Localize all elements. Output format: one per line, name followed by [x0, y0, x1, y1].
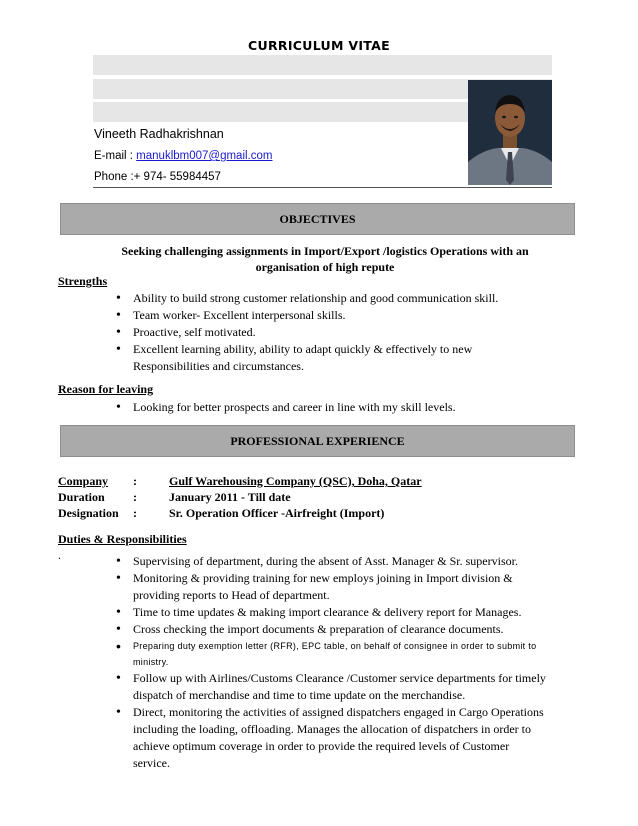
document-title: CURRICULUM VITAE [248, 38, 390, 53]
candidate-name: Vineeth Radhakrishnan [94, 127, 224, 141]
objectives-heading: OBJECTIVES [60, 203, 575, 235]
duration-row [58, 490, 291, 505]
strengths-heading: Strengths [58, 274, 108, 288]
reason-heading: Reason for leaving [58, 382, 154, 396]
separator: : [133, 474, 137, 488]
list-item: • Direct, monitoring the activities of assigned dispatchers engaged in Cargo Operations including the loading, offloading. Manages the allocation of dispatchers in order to achieve optimum coverage in order to provide the required levels of Customer service. [116, 704, 546, 772]
email-line [94, 150, 272, 162]
designation-label: Designation [58, 506, 119, 520]
email-label: E-mail : [94, 150, 137, 162]
list-item: • Cross checking the import documents & preparation of clearance documents. [116, 621, 546, 638]
list-item: • Team worker- Excellent interpersonal skills. [116, 307, 536, 324]
phone-line: Phone :+ 974- 55984457 [94, 171, 221, 183]
separator: : [133, 506, 137, 520]
duties-list [116, 553, 546, 772]
company-value: Gulf Warehousing Company (QSC), Doha, Qatar [169, 474, 422, 488]
duties-heading: Duties & Responsibilities [58, 532, 187, 546]
profile-photo [468, 80, 552, 185]
list-item: • Preparing duty exemption letter (RFR), EPC table, on behalf of consignee in order to submit to ministry. [116, 638, 546, 670]
header-divider [93, 187, 552, 188]
designation-row [58, 506, 384, 521]
list-item: • Looking for better prospects and career in line with my skill levels. [116, 399, 536, 416]
email-link[interactable]: manuklbm007@gmail.com [136, 150, 273, 162]
experience-heading: PROFESSIONAL EXPERIENCE [60, 425, 575, 457]
list-item: • Proactive, self motivated. [116, 324, 536, 341]
objective-text: Seeking challenging assignments in Import/Export /logistics Operations with an organisation of high repute [121, 244, 529, 274]
duration-value: January 2011 - Till date [169, 490, 291, 504]
reason-list [116, 399, 536, 416]
list-item: • Time to time updates & making import clearance & delivery report for Manages. [116, 604, 546, 621]
person-photo-icon [468, 80, 552, 185]
list-item: • Ability to build strong customer relationship and good communication skill. [116, 290, 536, 307]
company-label: Company [58, 474, 109, 488]
separator: : [133, 490, 137, 504]
header-band [93, 55, 552, 75]
duration-label: Duration [58, 490, 105, 504]
strengths-list [116, 290, 536, 375]
stray-dot: . [58, 548, 61, 562]
list-item: • Follow up with Airlines/Customs Clearance /Customer service departments for timely dispatch of merchandise and time to time update on the merchandise. [116, 670, 546, 704]
list-item: • Monitoring & providing training for new employs joining in Import division & providing reports to Head of department. [116, 570, 546, 604]
list-item: • Excellent learning ability, ability to adapt quickly & effectively to new Responsibilities and circumstances. [116, 341, 536, 375]
designation-value: Sr. Operation Officer -Airfreight (Import) [169, 506, 385, 520]
company-row [58, 474, 422, 489]
list-item: • Supervising of department, during the absent of Asst. Manager & Sr. supervisor. [116, 553, 546, 570]
